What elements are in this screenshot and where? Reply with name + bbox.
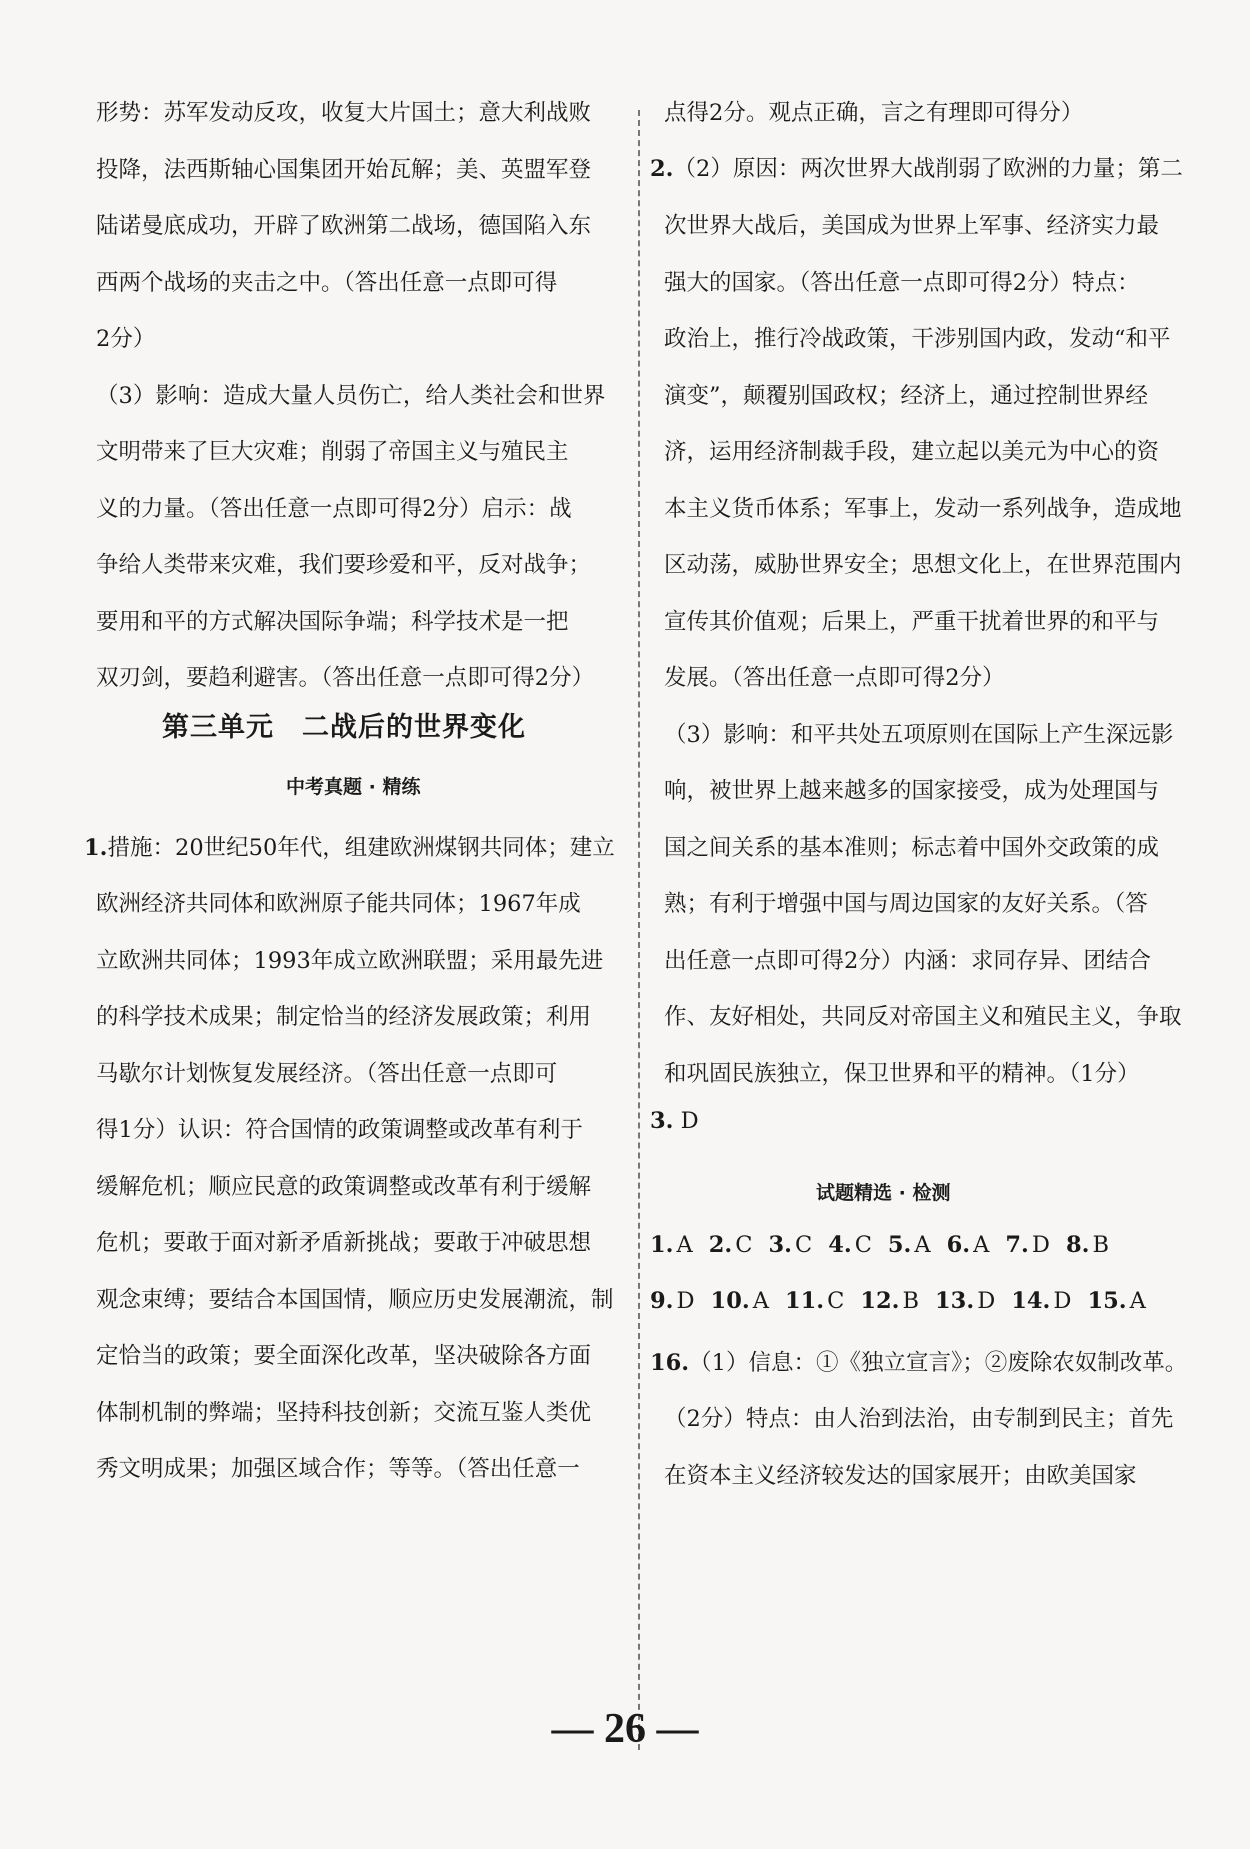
answer-item: 6. A <box>946 1232 990 1258</box>
question-number: 3. <box>650 1108 674 1134</box>
text-line: 本主义货币体系；军事上，发动一系列战争，造成地 <box>664 495 1182 522</box>
text-line: 要用和平的方式解决国际争端；科学技术是一把 <box>96 608 569 635</box>
answer-item: 9. D <box>650 1288 695 1314</box>
question-number: 2. <box>650 156 674 182</box>
question-16-first-line: 16.（1）信息：①《独立宣言》；②废除农奴制改革。 <box>650 1350 1188 1376</box>
text-line: 政治上，推行冷战政策，干涉别国内政，发动“和平 <box>664 326 1171 352</box>
answer-item: 2. C <box>708 1232 753 1258</box>
text-line: 形势：苏军发动反攻，收复大片国土；意大利战败 <box>96 100 592 126</box>
answer-item: 12. B <box>860 1288 920 1314</box>
answer-item: 13. D <box>935 1288 996 1314</box>
text-line: 国之间关系的基本准则；标志着中国外交政策的成 <box>664 834 1160 861</box>
text-line: 得1分）认识：符合国情的政策调整或改革有利于 <box>96 1117 583 1143</box>
text-line: （3）影响：造成大量人员伤亡，给人类社会和世界 <box>96 382 606 409</box>
text-line: 文明带来了巨大灾难；削弱了帝国主义与殖民主 <box>96 439 569 465</box>
question-number: 1. <box>84 835 108 861</box>
text-line: 定恰当的政策；要全面深化改革，坚决破除各方面 <box>96 1343 592 1369</box>
text-line: 投降，法西斯轴心国集团开始瓦解；美、英盟军登 <box>96 156 592 183</box>
answer-item: 7. D <box>1005 1232 1050 1258</box>
text-line: 发展。（答出任意一点即可得2分） <box>664 665 1005 691</box>
answer-item: 1. A <box>650 1232 693 1258</box>
text-line: 的科学技术成果；制定恰当的经济发展政策；利用 <box>96 1004 592 1030</box>
answer-item: 5. A <box>887 1232 931 1258</box>
question-3-answer: 3. D <box>650 1108 699 1134</box>
unit-heading: 第三单元 二战后的世界变化 <box>162 712 526 743</box>
text-line: 强大的国家。（答出任意一点即可得2分）特点： <box>664 269 1140 296</box>
answer-item: 11. C <box>784 1288 845 1314</box>
answer-item: 10. A <box>710 1288 769 1314</box>
text-line: 欧洲经济共同体和欧洲原子能共同体；1967年成 <box>96 891 581 917</box>
text-line: 马歇尔计划恢复发展经济。（答出任意一点即可 <box>96 1060 558 1087</box>
text-line: （2分）特点：由人治到法治，由专制到民主；首先 <box>664 1406 1174 1432</box>
text-line: 双刃剑，要趋利避害。（答出任意一点即可得2分） <box>96 665 595 691</box>
text-line: 演变”，颠覆别国政权；经济上，通过控制世界经 <box>664 382 1149 409</box>
text-line: 点得2分。观点正确，言之有理即可得分） <box>664 100 1084 126</box>
text-line: 出任意一点即可得2分）内涵：求同存异、团结合 <box>664 947 1151 974</box>
text-line: 西两个战场的夹击之中。（答出任意一点即可得 <box>96 269 558 296</box>
page-number: — 26 — <box>551 1706 699 1752</box>
text-line: 在资本主义经济较发达的国家展开；由欧美国家 <box>664 1462 1137 1489</box>
text-line: 缓解危机；顺应民意的政策调整或改革有利于缓解 <box>96 1173 592 1200</box>
text-line: 次世界大战后，美国成为世界上军事、经济实力最 <box>664 213 1160 239</box>
answer-item: 15. A <box>1087 1288 1146 1314</box>
text-line: 和巩固民族独立，保卫世界和平的精神。（1分） <box>664 1060 1140 1087</box>
text-line: 义的力量。（答出任意一点即可得2分）启示：战 <box>96 495 572 522</box>
answer-item: 4. C <box>828 1232 872 1258</box>
text-line: 熟；有利于增强中国与周边国家的友好关系。（答 <box>664 891 1148 917</box>
text-line: 体制机制的弊端；坚持科技创新；交流互鉴人类优 <box>96 1399 592 1426</box>
text-line: 危机；要敢于面对新矛盾新挑战；要敢于冲破思想 <box>96 1230 592 1256</box>
answer-item: 3. C <box>768 1232 813 1258</box>
text-line: 宣传其价值观；后果上，严重干扰着世界的和平与 <box>664 608 1160 635</box>
answer-item: 14. D <box>1011 1288 1072 1314</box>
answer-item: 8. B <box>1065 1232 1109 1258</box>
text-line: （3）影响：和平共处五项原则在国际上产生深远影 <box>664 721 1174 748</box>
question-2-first-line: 2.（2）原因：两次世界大战削弱了欧洲的力量；第二 <box>650 156 1183 182</box>
text-line: 响，被世界上越来越多的国家接受，成为处理国与 <box>664 778 1160 804</box>
text-line: 陆诺曼底成功，开辟了欧洲第二战场，德国陷入东 <box>96 213 592 239</box>
question-1-first-line: 1.措施：20世纪50年代，组建欧洲煤钢共同体；建立 <box>84 835 615 861</box>
text-line: 争给人类带来灾难，我们要珍爱和平，反对战争； <box>96 552 592 578</box>
column-divider <box>638 110 640 1750</box>
text-line: 区动荡，威胁世界安全；思想文化上，在世界范围内 <box>664 552 1182 578</box>
section-heading-exam: 中考真题 · 精练 <box>286 776 421 798</box>
text-line: 作、友好相处，共同反对帝国主义和殖民主义，争取 <box>664 1004 1182 1030</box>
section-heading-practice: 试题精选 · 检测 <box>816 1182 951 1204</box>
text-line: 秀文明成果；加强区域合作；等等。（答出任意一 <box>96 1456 580 1482</box>
text-line: 2分） <box>96 326 156 352</box>
answers-row-1 <box>650 1232 1125 1258</box>
question-number: 16. <box>650 1350 690 1376</box>
text-line: 济，运用经济制裁手段，建立起以美元为中心的资 <box>664 439 1160 465</box>
text-line: 立欧洲共同体；1993年成立欧洲联盟；采用最先进 <box>96 947 604 974</box>
text-line: 观念束缚；要结合本国国情，顺应历史发展潮流，制 <box>96 1286 614 1313</box>
answers-row-2 <box>650 1288 1162 1314</box>
